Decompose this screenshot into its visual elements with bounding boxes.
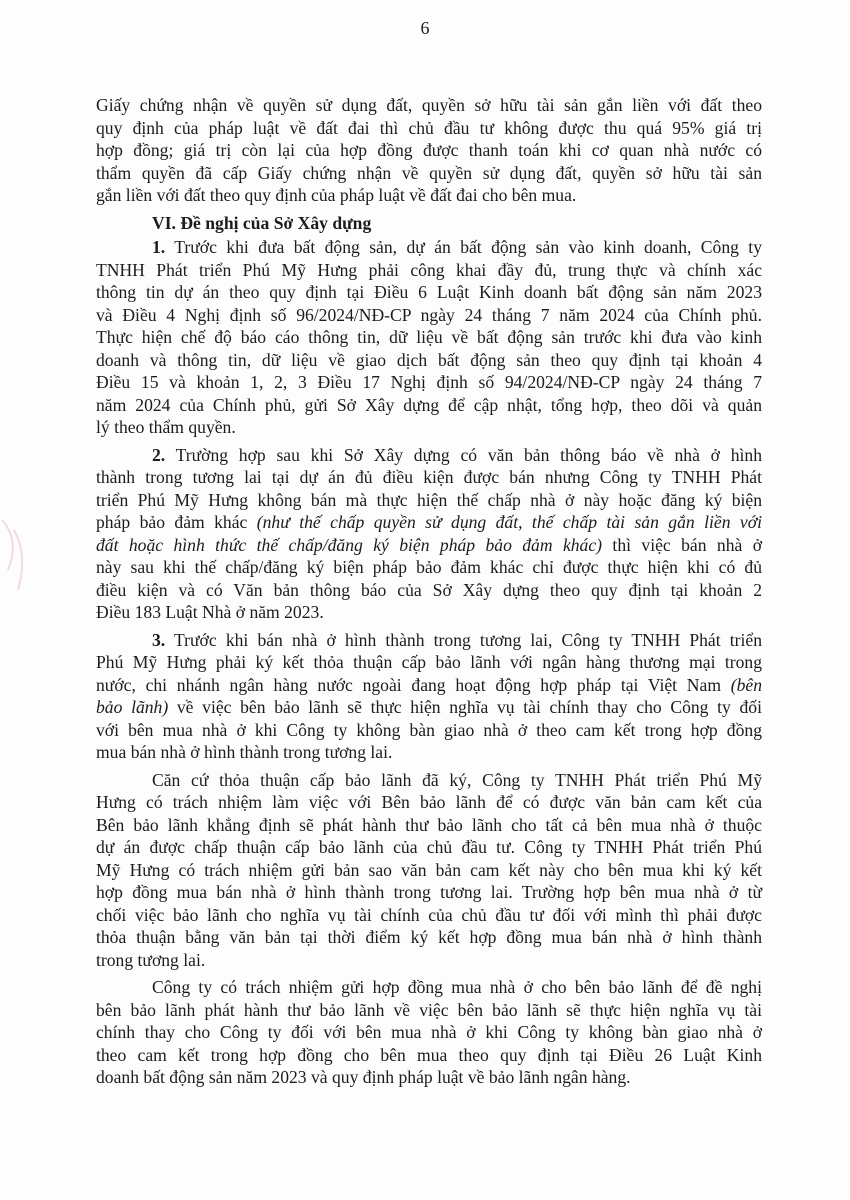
text-line: trong tương lai. <box>96 949 206 970</box>
text-line <box>96 629 762 652</box>
text-line: gắn liền với đất theo quy định của pháp luật về đất đai cho bên mua. <box>96 185 577 205</box>
section-heading: VI. Đề nghị của Sở Xây dựng <box>152 212 372 233</box>
document-body <box>96 94 762 1094</box>
text-line: thành trong tương lai tại dự án đủ điều kiện được bán nhưng Công ty TNHH Phát <box>96 467 762 487</box>
text-line: điều kiện và có Văn bản thông báo của Sở Xây dựng theo quy định tại khoản 2 <box>96 579 762 600</box>
page-number: 6 <box>420 18 430 38</box>
text-line: Phú Mỹ Hưng phải ký kết thỏa thuận cấp bảo lãnh với ngân hàng thương mại trong <box>96 652 762 672</box>
text-line <box>96 534 762 557</box>
text-line: doanh và thông tin, dữ liệu về giao dịch bất động sản theo quy định tại khoản 4 <box>96 349 762 370</box>
text-line: Điều 183 Luật Nhà ở năm 2023. <box>96 602 324 622</box>
text-line: doanh bất động sản năm 2023 và quy định pháp luật về bảo lãnh ngân hàng. <box>96 1067 631 1087</box>
text-line: dự án được chấp thuận cấp bảo lãnh của chủ đầu tư. Công ty TNHH Phát triển Phú <box>96 837 762 857</box>
text-line: Căn cứ thỏa thuận cấp bảo lãnh đã ký, Công ty TNHH Phát triển Phú Mỹ <box>152 769 762 790</box>
text-line: thông tin dự án theo quy định tại Điều 6 Luật Kinh doanh bất động sản năm 2023 <box>96 282 762 302</box>
text-line: mua bán nhà ở hình thành trong tương lai. <box>96 742 393 762</box>
italic-text: bảo lãnh) <box>96 697 169 717</box>
text-line: năm 2024 của Chính phủ, gửi Sở Xây dựng để cập nhật, tổng hợp, theo dõi và quản <box>96 394 762 415</box>
text-segment: Trường hợp sau khi Sở Xây dựng có văn bản thông báo về nhà ở hình <box>165 444 762 465</box>
text-line: lý theo thẩm quyền. <box>96 417 236 437</box>
text-line: Công ty có trách nhiệm gửi hợp đồng mua nhà ở cho bên bảo lãnh để đề nghị <box>152 977 762 997</box>
text-segment: Trước khi đưa bất động sản, dự án bất động sản vào kinh doanh, Công ty <box>165 237 762 257</box>
paragraph <box>96 94 762 207</box>
italic-text: đất hoặc hình thức thế chấp/đăng ký biện pháp bảo đảm khác) <box>96 534 603 555</box>
italic-text: (bên <box>730 674 762 695</box>
text-line <box>96 511 762 534</box>
text-line <box>96 444 762 467</box>
text-segment: thì việc bán nhà ở <box>602 534 762 555</box>
text-line: và Điều 4 Nghị định số 96/2024/NĐ-CP ngày 24 tháng 7 năm 2024 của Chính phủ. <box>96 304 762 325</box>
text-line: triển Phú Mỹ Hưng không bán mà thực hiện thế chấp nhà ở này hoặc đăng ký biện <box>96 489 762 510</box>
text-line: chính thay cho Công ty đối với bên mua nhà ở khi Công ty không bàn giao nhà ở <box>96 1022 762 1042</box>
paragraph <box>96 976 762 1089</box>
italic-text: (như thế chấp quyền sử dụng đất, thế chấp tài sản gắn liền với <box>256 512 762 532</box>
text-line: chối việc bảo lãnh cho nghĩa vụ tài chính của chủ đầu tư đối với mình thì phải được <box>96 904 762 925</box>
text-line <box>96 236 762 259</box>
text-line: Bên bảo lãnh khẳng định sẽ phát hành thư bảo lãnh cho tất cả bên mua nhà ở thuộc <box>96 814 762 835</box>
text-line: Mỹ Hưng có trách nhiệm gửi bản sao văn bản cam kết này cho bên mua khi ký kết <box>96 859 762 880</box>
text-line: Giấy chứng nhận về quyền sử dụng đất, quyền sở hữu tài sản gắn liền với đất theo <box>96 95 762 115</box>
paragraph <box>96 769 762 972</box>
text-line: thỏa thuận bằng văn bản tại thời điểm ký kết hợp đồng mua bán nhà ở hình thành <box>96 927 762 947</box>
item-number: 2. <box>152 444 166 465</box>
paragraph <box>96 629 762 764</box>
paragraph <box>96 236 762 439</box>
text-segment: Trước khi bán nhà ở hình thành trong tương lai, Công ty TNHH Phát triển <box>165 629 762 650</box>
text-line: Thực hiện chế độ báo cáo thông tin, dữ liệu về bất động sản trước khi đưa vào kinh <box>96 327 762 347</box>
text-line: bên bảo lãnh phát hành thư bảo lãnh về việc bên bảo lãnh sẽ thực hiện nghĩa vụ tài <box>96 999 762 1020</box>
text-line: với bên mua nhà ở khi Công ty không bàn giao nhà ở theo cam kết trong hợp đồng <box>96 719 762 740</box>
text-line: TNHH Phát triển Phú Mỹ Hưng phải công khai đầy đủ, trung thực và chính xác <box>96 259 762 280</box>
text-line: hợp đồng mua bán nhà ở hình thành trong tương lai. Trường hợp bên mua nhà ở từ <box>96 882 762 902</box>
stamp-fragment <box>0 510 34 600</box>
text-line: Điều 15 và khoản 1, 2, 3 Điều 17 Nghị định số 94/2024/NĐ-CP ngày 24 tháng 7 <box>96 372 762 392</box>
text-segment: nước, chi nhánh ngân hàng nước ngoài đang hoạt động hợp pháp tại Việt Nam <box>96 674 731 695</box>
item-number: 1. <box>152 237 166 257</box>
paragraph <box>96 444 762 624</box>
text-line <box>96 674 762 697</box>
text-segment: pháp bảo đảm khác <box>96 512 257 532</box>
text-line <box>96 696 762 719</box>
text-line: Hưng có trách nhiệm làm việc với Bên bảo lãnh để có được văn bản cam kết của <box>96 792 762 812</box>
text-line: hợp đồng; giá trị còn lại của hợp đồng được thanh toán khi cơ quan nhà nước có <box>96 140 762 160</box>
text-line: quy định của pháp luật về đất đai thì chủ đầu tư không được thu quá 95% giá trị <box>96 117 762 138</box>
text-line: thẩm quyền đã cấp Giấy chứng nhận về quyền sử dụng đất, quyền sở hữu tài sản <box>96 162 762 183</box>
item-number: 3. <box>152 629 166 650</box>
text-line: này sau khi thế chấp/đăng ký biện pháp bảo đảm khác chỉ được thực hiện khi có đủ <box>96 557 762 577</box>
text-line: theo cam kết trong hợp đồng cho bên mua theo quy định tại Điều 26 Luật Kinh <box>96 1044 762 1065</box>
text-segment: về việc bên bảo lãnh sẽ thực hiện nghĩa vụ tài chính thay cho Công ty đối <box>168 697 762 717</box>
